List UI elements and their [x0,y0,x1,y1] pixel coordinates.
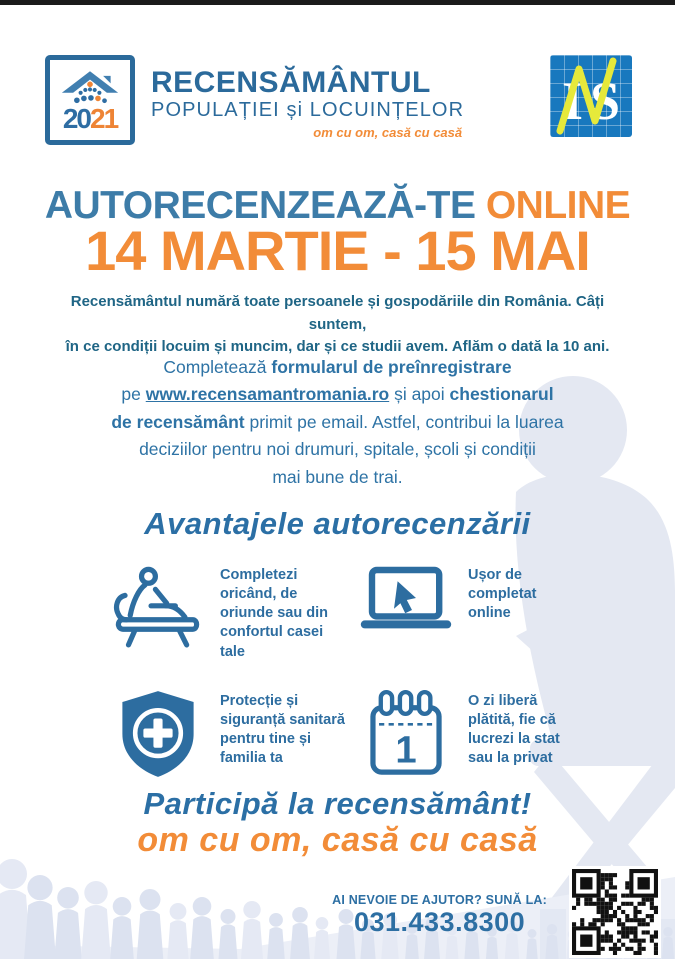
ins-logo-graphic [550,55,632,137]
help-block [332,893,547,938]
campaign-dates: 14 MARTIE - 15 MAI [85,219,590,282]
cta-slogan: om cu om, casă cu casă [137,821,538,859]
census-website-link[interactable]: www.recensamantromania.ro [145,384,390,405]
benefit-text: Completezi oricând, de oriunde sau din confortul casei tale [220,567,328,660]
shield-plus-icon [112,688,204,780]
benefit-item [360,688,572,780]
laptop-cursor-icon [360,562,452,638]
ins-logo [550,55,632,137]
logo-subtitle: POPULAȚIEI și LOCUINȚELOR [151,98,465,121]
qr-code [569,866,661,958]
benefit-text: O zi liberă plătită, fie că lucrezi la stat sau la privat [468,692,560,766]
benefits-heading: Avantajele autorecenzării [144,506,531,541]
benefit-text: Ușor de completat online [468,567,537,622]
svg-text:S: S [590,71,621,131]
top-border [0,0,675,5]
logo-text-block [151,55,464,140]
logo-tagline: om cu om, casă cu casă [313,124,463,140]
lounge-laptop-icon [112,562,204,654]
phone-number: 031.433.8300 [353,907,526,937]
svg-text:1: 1 [395,728,417,772]
help-text: AI NEVOIE DE AJUTOR? SUNĂ LA: [332,893,547,907]
poster-header [45,55,632,145]
benefit-text: Protecție și siguranță sanitară pentru tine și familia ta [220,692,345,766]
svg-text:I: I [562,71,584,131]
benefits-grid [112,562,572,780]
cta-participate: Participă la recensământ! [143,786,532,821]
logo-title: RECENSĂMÂNTUL [151,66,431,99]
instructions-paragraph: Completează formularul de preînregistrare pe www.recensamantromania.ro și apoi chestionarul de recensământ primit pe email. Astfel, contribui la luarea deciziilor pentru noi drumuri, spitale, școli și condiții mai bune de trai. [111,357,564,487]
logo-year-2021: 2021 [62,103,118,134]
benefit-item [112,562,360,662]
census-2021-logo [45,55,135,145]
calendar-day-icon [360,688,452,778]
benefit-item [112,688,360,780]
intro-paragraph: Recensământul numără toate persoanele și gospodăriile din România. Câți suntem, în ce condiții locuim și muncim, dar și ce studii avem. Aflăm o dată la 10 ani. [65,293,610,355]
main-title: AUTORECENZEAZĂ-TE ONLINE [44,184,631,227]
benefit-item [360,562,572,662]
